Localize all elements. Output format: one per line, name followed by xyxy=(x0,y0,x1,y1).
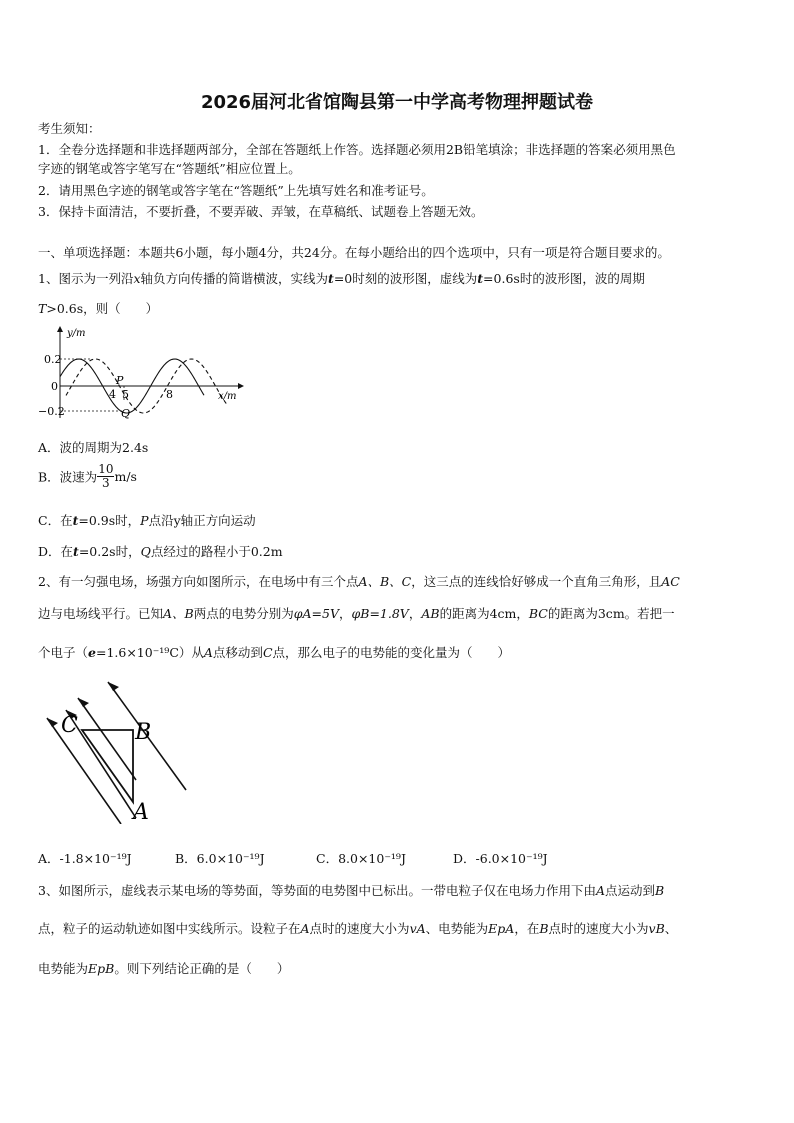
q2-option-c[interactable]: C．8.0×10⁻¹⁹J xyxy=(316,851,406,866)
q1-option-d[interactable]: D．在t=0.2s时，Q点经过的路程小于0.2m xyxy=(38,544,283,559)
notice-item-3: 3．保持卡面清洁，不要折叠，不要弄破、弄皱，在草稿纸、试题卷上答题无效。 xyxy=(38,204,484,219)
q2-stem-line1: 2、有一匀强电场，场强方向如图所示，在电场中有三个点A、B、C，这三点的连线恰好够成一个直角三角形，且AC xyxy=(38,574,680,589)
y-tick-neg: −0.2 xyxy=(38,405,65,418)
q2-option-d[interactable]: D．-6.0×10⁻¹⁹J xyxy=(453,851,548,866)
arrow-icon-3 xyxy=(108,682,119,691)
q1-option-c[interactable]: C．在t=0.9s时，P点沿y轴正方向运动 xyxy=(38,513,256,528)
q1-wave-graph xyxy=(36,322,246,422)
page-title: 2026届河北省馆陶县第一中学高考物理押题试卷 xyxy=(200,92,594,113)
q3-stem-line1: 3、如图所示，虚线表示某电场的等势面，等势面的电势图中已标出。一带电粒子仅在电场力作用下由A点运动到B xyxy=(38,883,665,898)
fraction: $\frac{10}{3}$ xyxy=(98,462,114,490)
q2-option-a[interactable]: A．-1.8×10⁻¹⁹J xyxy=(38,851,132,866)
section-heading: 一、单项选择题：本题共6小题，每小题4分，共24分。在每小题给出的四个选项中，只有一项是符合题目要求的。 xyxy=(38,245,670,260)
q3-stem-line3: 电势能为EpB。则下列结论正确的是（ ） xyxy=(38,961,290,976)
q1-stem-line1: 1、图示为一列沿x轴负方向传播的简谐横波，实线为t=0时刻的波形图，虚线为t=0.6s时的波形图，波的周期 xyxy=(38,271,645,286)
q3-stem-line2: 点，粒子的运动轨迹如图中实线所示。设粒子在A点时的速度大小为vA、电势能为EpA，在B点时的速度大小为vB、 xyxy=(38,921,678,936)
vertex-b-label: B xyxy=(135,720,152,745)
x-tick-5: 5 xyxy=(122,388,129,401)
vertex-a-label: A xyxy=(133,800,149,824)
arrow-icon-2 xyxy=(47,718,58,727)
arrow-icon-4 xyxy=(78,698,89,707)
q1-option-b[interactable]: B．波速为 $\frac{10}{3}$ m/s xyxy=(38,462,137,490)
notice-item-2: 2．请用黑色字迹的钢笔或答字笔在“答题纸”上先填写姓名和准考证号。 xyxy=(38,183,434,198)
q2-stem-line2: 边与电场线平行。已知A、B两点的电势分别为φA=5V，φB=1.8V，AB的距离为4cm，BC的距离为3cm。若把一 xyxy=(38,606,675,621)
q1-stem-line2: T>0.6s，则（ ） xyxy=(38,301,159,316)
notice-item-1a: 1．全卷分选择题和非选择题两部分，全部在答题纸上作答。选择题必须用2B铅笔填涂；非选择题的答案必须用黑色 xyxy=(38,142,676,157)
notice-heading: 考生须知： xyxy=(38,121,101,136)
x-axis-arrow-icon xyxy=(238,383,244,389)
y-tick-pos: 0.2 xyxy=(44,353,62,366)
x-axis-label: x/m xyxy=(218,391,237,402)
vertex-c-label: C xyxy=(61,713,78,738)
y-axis-arrow-icon xyxy=(57,326,63,332)
q2-field-diagram xyxy=(36,672,196,824)
field-line-4 xyxy=(78,698,136,780)
point-p-label: P xyxy=(116,374,124,387)
y-axis-label: y/m xyxy=(67,328,86,339)
q2-option-b[interactable]: B．6.0×10⁻¹⁹J xyxy=(175,851,265,866)
point-q-label: Q xyxy=(121,407,131,420)
notice-item-1b: 字迹的钢笔或答字笔写在“答题纸”相应位置上。 xyxy=(38,161,301,176)
q2-stem-line3: 个电子（e=1.6×10⁻¹⁹C）从A点移动到C点，那么电子的电势能的变化量为（ ） xyxy=(38,645,511,660)
q1-option-a[interactable]: A．波的周期为2.4s xyxy=(38,440,149,455)
x-tick-8: 8 xyxy=(166,388,173,401)
x-tick-4: 4 xyxy=(109,388,116,401)
y-tick-zero: 0 xyxy=(51,380,58,393)
